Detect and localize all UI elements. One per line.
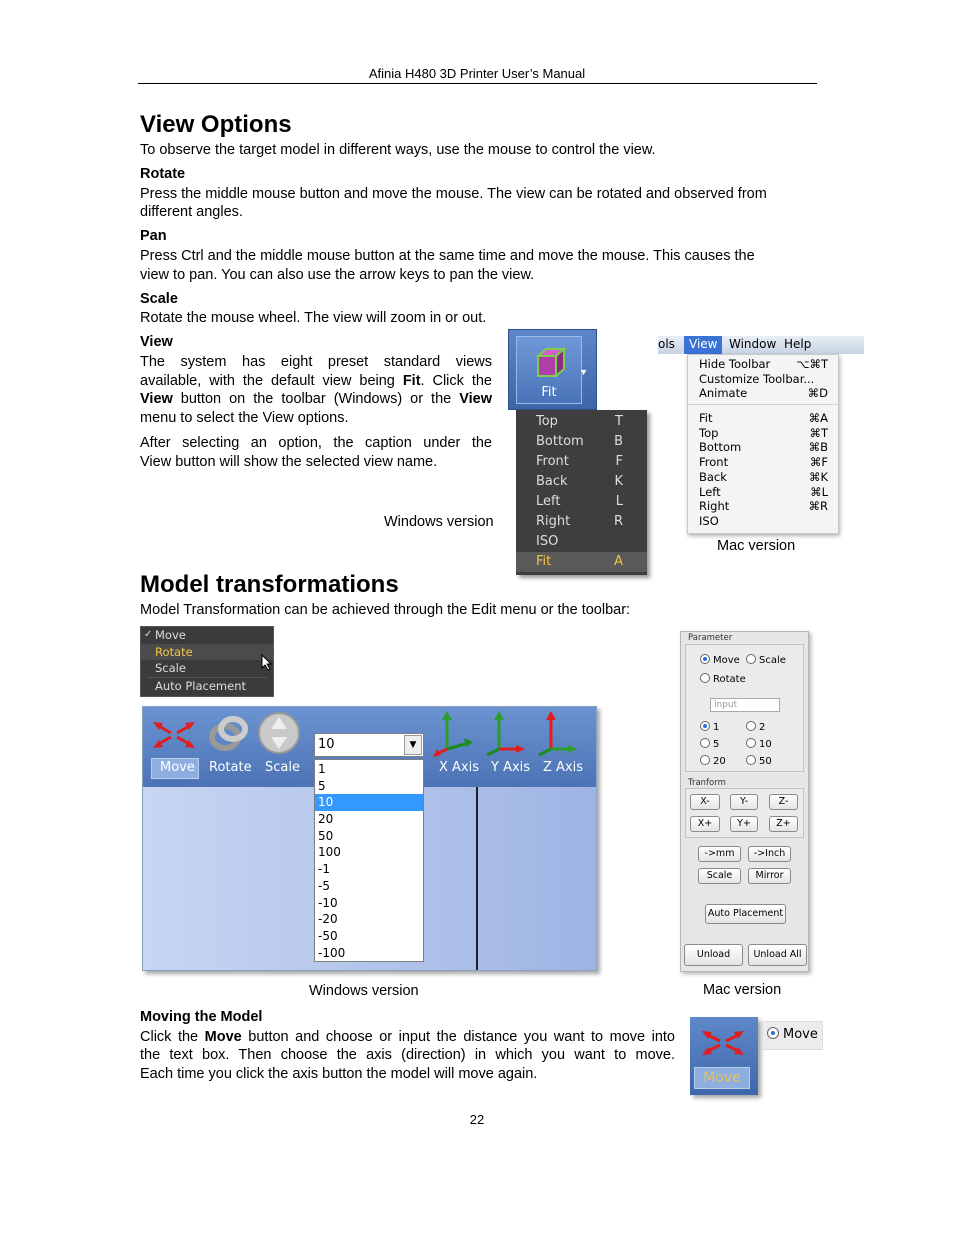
rotate-line-1: Press the middle mouse button and move the mouse. The view can be rotated and observed from: [140, 186, 767, 202]
menubar-view[interactable]: View: [684, 336, 722, 354]
x-minus-button[interactable]: X-: [690, 794, 720, 810]
move-radio[interactable]: Move: [700, 654, 740, 666]
view-line-2: available, with the default view being Fit. Click the: [140, 373, 492, 389]
y-axis-icon: [487, 711, 525, 755]
x-axis-icon: [433, 711, 473, 757]
transform-group-title: Tranform: [688, 778, 726, 788]
mac-menu-bottom[interactable]: Bottom ⌘B: [699, 440, 828, 455]
mac-menu-customize-toolbar[interactable]: Customize Toolbar...: [699, 371, 815, 386]
windows-move-button[interactable]: [690, 1017, 758, 1095]
y-axis-button[interactable]: Y Axis: [491, 760, 531, 775]
rotate-title: Rotate: [140, 166, 186, 182]
menubar-tools[interactable]: ols: [658, 337, 675, 351]
view-line-3: View button on the toolbar (Windows) or the View: [140, 391, 492, 407]
dropdown-option[interactable]: 100: [318, 845, 341, 860]
menubar-help[interactable]: Help: [784, 337, 812, 351]
view-options-heading: View Options: [140, 111, 292, 138]
windows-version-caption-2: Windows version: [309, 983, 419, 999]
toolbar-scale-label[interactable]: Scale: [265, 760, 300, 775]
z-axis-button[interactable]: Z Axis: [543, 760, 584, 775]
dropdown-option[interactable]: -1: [318, 862, 330, 877]
view-line-6: View button will show the selected view name.: [140, 454, 438, 470]
view-menu-item-left[interactable]: Left L: [536, 494, 623, 509]
header-rule: [138, 83, 817, 84]
dropdown-option-selected[interactable]: 10: [315, 794, 423, 811]
pan-line-2: view to pan. You can also use the arrow keys to pan the view.: [140, 267, 535, 283]
view-menu-item-top[interactable]: Top T: [536, 414, 623, 429]
dropdown-option[interactable]: 5: [318, 778, 326, 793]
move-arrows-icon[interactable]: [151, 715, 197, 755]
view-options-intro: To observe the target model in different ways, use the mouse to control the view.: [140, 142, 656, 158]
mac-move-radio[interactable]: Move: [762, 1021, 823, 1050]
view-line-5: After selecting an option, the caption under the: [140, 435, 492, 451]
view-title: View: [140, 334, 173, 350]
radio-icon: [700, 673, 710, 683]
dropdown-option[interactable]: 50: [318, 828, 334, 843]
radio-icon: [700, 738, 710, 748]
view-menu-item-back[interactable]: Back K: [536, 474, 623, 489]
scale-icon[interactable]: [257, 711, 301, 755]
model-transformations-heading: Model transformations: [140, 571, 399, 598]
scale-text: Rotate the mouse wheel. The view will zoom in or out.: [140, 310, 487, 326]
view-menu-item-fit[interactable]: Fit A: [516, 552, 647, 572]
view-divider: [476, 787, 478, 971]
amount-radio-5[interactable]: 5: [700, 738, 719, 750]
view-menu-item-right[interactable]: Right R: [536, 514, 623, 529]
mac-menu-fit[interactable]: Fit ⌘A: [699, 411, 828, 426]
view-menu-item-bottom[interactable]: Bottom B: [536, 434, 623, 449]
checkmark-icon: ✓: [144, 629, 153, 640]
mac-version-caption-2: Mac version: [703, 982, 782, 998]
radio-icon: [746, 738, 756, 748]
dropdown-option[interactable]: 1: [318, 762, 326, 776]
edit-menu: [140, 626, 274, 697]
y-plus-button[interactable]: Y+: [730, 816, 758, 832]
mac-parameter-panel: [680, 631, 809, 972]
x-plus-button[interactable]: X+: [690, 816, 720, 832]
mirror-button[interactable]: Mirror: [748, 868, 791, 884]
unload-all-button[interactable]: Unload All: [748, 944, 807, 966]
rotate-line-2: different angles.: [140, 204, 243, 220]
windows-version-caption-1: Windows version: [384, 514, 494, 530]
unload-button[interactable]: Unload: [684, 944, 743, 966]
moving-line-2: the text box. Then choose the axis (direction) in which you want to move.: [140, 1047, 675, 1063]
dropdown-option[interactable]: -20: [318, 912, 338, 927]
mac-version-caption-1: Mac version: [717, 538, 796, 554]
rotate-icon[interactable]: [205, 711, 251, 757]
parameter-group-title: Parameter: [688, 633, 733, 643]
mac-menu-right[interactable]: Right ⌘R: [699, 499, 828, 514]
amount-radio-10[interactable]: 10: [746, 738, 772, 750]
mac-menu-back[interactable]: Back ⌘K: [699, 469, 828, 484]
move-button-label: Move: [694, 1067, 750, 1089]
pan-line-1: Press Ctrl and the middle mouse button at the same time and move the mouse. This causes the: [140, 248, 755, 264]
dropdown-option[interactable]: -10: [318, 895, 338, 910]
menubar-window[interactable]: Window: [729, 337, 777, 351]
view-button-label: Fit: [541, 385, 557, 400]
distance-options-list: [314, 759, 424, 962]
cube-icon: [534, 346, 568, 380]
distance-dropdown[interactable]: [314, 733, 424, 757]
radio-icon: [700, 755, 710, 765]
radio-icon: [746, 755, 756, 765]
mac-menu-iso[interactable]: ISO: [699, 513, 719, 528]
move-arrows-icon: [700, 1024, 746, 1062]
axis-icons: [433, 711, 583, 757]
running-header: Afinia H480 3D Printer User’s Manual: [368, 66, 586, 81]
windows-view-menu: [516, 410, 647, 575]
radio-icon: [746, 721, 756, 731]
x-axis-button[interactable]: X Axis: [439, 760, 480, 775]
z-minus-button[interactable]: Z-: [769, 794, 798, 810]
dropdown-option[interactable]: -100: [318, 945, 346, 960]
mac-menu-animate[interactable]: Animate ⌘D: [699, 386, 828, 401]
windows-view-button[interactable]: [508, 329, 597, 410]
windows-toolbar-screenshot: [142, 706, 597, 971]
to-inch-button[interactable]: ->Inch: [748, 846, 791, 862]
edit-menu-move[interactable]: ✓ Move: [144, 628, 186, 642]
rotate-radio[interactable]: Rotate: [700, 673, 746, 685]
y-minus-button[interactable]: Y-: [730, 794, 758, 810]
dropdown-option[interactable]: 20: [318, 812, 334, 827]
toolbar-rotate-label[interactable]: Rotate: [209, 760, 252, 775]
model-transformations-intro: Model Transformation can be achieved through the Edit menu or the toolbar:: [140, 602, 631, 618]
edit-menu-scale[interactable]: Scale: [155, 661, 186, 675]
moving-line-3: Each time you click the axis button the model will move again.: [140, 1066, 538, 1082]
scale-title: Scale: [140, 291, 178, 307]
radio-icon: [746, 654, 756, 664]
amount-radio-20[interactable]: 20: [700, 755, 726, 767]
scale-button[interactable]: Scale: [698, 868, 741, 884]
z-axis-icon: [539, 711, 577, 755]
dropdown-value: 10: [318, 737, 335, 752]
mac-menu-hide-toolbar[interactable]: Hide Toolbar ⌥⌘T: [699, 357, 828, 371]
dropdown-option[interactable]: -50: [318, 928, 338, 943]
mac-menubar: [658, 336, 864, 354]
radio-selected-icon: [767, 1027, 779, 1039]
mac-menu-front[interactable]: Front ⌘F: [699, 455, 828, 470]
toolbar-move-label[interactable]: Move: [160, 760, 195, 775]
view-line-4: menu to select the View options.: [140, 410, 349, 426]
menu-separator: [688, 404, 838, 405]
mac-menu-left[interactable]: Left ⌘L: [699, 484, 828, 499]
mac-menu-top[interactable]: Top ⌘T: [699, 425, 828, 440]
to-mm-button[interactable]: ->mm: [698, 846, 741, 862]
moving-model-title: Moving the Model: [140, 1009, 263, 1025]
scale-radio[interactable]: Scale: [746, 654, 786, 666]
page-number: 22: [469, 1112, 485, 1127]
distance-input[interactable]: input: [710, 698, 780, 712]
radio-selected-icon: [700, 654, 710, 664]
radio-selected-icon: [700, 721, 710, 731]
dropdown-option[interactable]: -5: [318, 878, 330, 893]
view-menu-item-iso[interactable]: ISO: [536, 534, 559, 549]
moving-line-1: Click the Move button and choose or input the distance you want to move into: [140, 1029, 675, 1045]
edit-menu-auto-placement[interactable]: Auto Placement: [155, 678, 247, 693]
view-menu-item-front[interactable]: Front F: [536, 454, 623, 469]
dropdown-arrow-icon[interactable]: ▼: [404, 735, 422, 755]
amount-radio-1[interactable]: 1: [700, 721, 719, 733]
edit-menu-rotate[interactable]: Rotate: [141, 644, 273, 661]
dropdown-arrow-icon[interactable]: ▼: [579, 367, 588, 377]
auto-placement-button[interactable]: Auto Placement: [705, 904, 786, 924]
z-plus-button[interactable]: Z+: [769, 816, 798, 832]
mac-view-menu: [687, 354, 839, 534]
view-line-1: The system has eight preset standard views: [140, 354, 492, 370]
pan-title: Pan: [140, 228, 167, 244]
amount-radio-2[interactable]: 2: [746, 721, 765, 733]
amount-radio-50[interactable]: 50: [746, 755, 772, 767]
